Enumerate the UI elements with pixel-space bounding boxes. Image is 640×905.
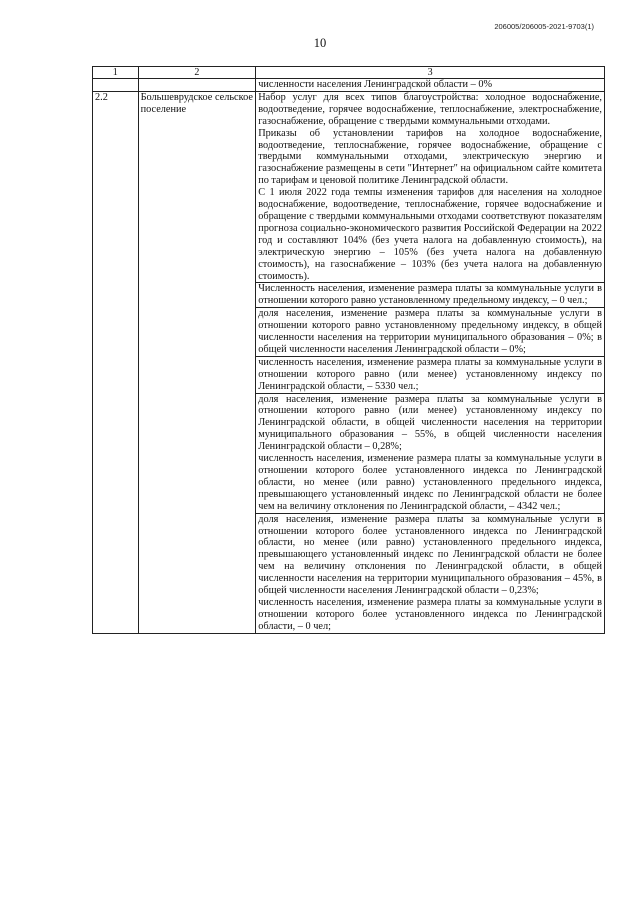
row-content [256, 91, 605, 633]
population-below-count: численность населения, изменение размера платы за коммунальные услуги в отношении которого равно (или менее) установленному индексу по Ленинградской области, – 5330 чел.; [258, 356, 602, 392]
settlement-name: Большеврудское сельское поселение [138, 91, 256, 633]
continuation-number-cell [93, 79, 139, 92]
table-header-row [93, 67, 605, 79]
row-number: 2.2 [93, 91, 139, 633]
population-equal-share: доля населения, изменение размера платы за коммунальные услуги в отношении которого равно установленному предельному индексу, в общей численности населения на территории муниципального образования – 0%; в общей численности населения Ленинградской области – 0%; [258, 308, 602, 355]
services-paragraph: Набор услуг для всех типов благоустройства: холодное водоснабжение, водоотведение, горячее водоснабжение, теплоснабжение, электроснабжение, газоснабжение, обращение с твердыми коммунальными отходами. [258, 91, 602, 127]
population-below-share: доля населения, изменение размера платы за коммунальные услуги в отношении которого равно (или менее) установленному индексу по Ленинградской области, в общей численности населения на территории муниципального образования – 55%, в общей численности населения Ленинградской области – 0,28%; [258, 393, 602, 453]
orders-paragraph: Приказы об установлении тарифов на холодное водоснабжение, водоотведение, теплоснабжение, горячее водоснабжение, обращение с твердыми коммунальными отходами, электрическую энергию и газоснабжение размещены в сети "Интернет" на официальном сайте комитета по тарифам и ценовой политике Ленинградской области. [258, 127, 602, 187]
column-header-3: 3 [256, 67, 605, 79]
table-row [93, 91, 605, 633]
tariff-rates-paragraph: С 1 июля 2022 года темпы изменения тарифов для населения на холодное водоснабжение, водоотведение, теплоснабжение, горячее водоснабжение и обращение с твердыми коммунальными отходами соответствуют показателям прогноза социально-экономического развития Российской Федерации на 2022 год и составляют 104% (без учета налога на добавленную стоимость), на электрическую энергию – 105% (без учета налога на добавленную стоимость), на газоснабжение – 103% (без учета налога на добавленную стоимость). [258, 187, 602, 282]
population-equal-count: Численность населения, изменение размера платы за коммунальные услуги в отношении которого равно установленному предельному индексу, – 0 чел.; [258, 283, 602, 307]
continuation-name-cell [138, 79, 256, 92]
population-above-count: численность населения, изменение размера платы за коммунальные услуги в отношении которого более установленного индекса по Ленинградской области, но менее (или равно) установленного предельного индекса, превышающего установленный индекс по Ленинградской области не более чем на величину отклонения по Ленинградской области, – 4342 чел.; [258, 453, 602, 512]
continuation-text: численности населения Ленинградской области – 0% [256, 79, 605, 92]
document-id: 206005/206005-2021-9703(1) [494, 22, 594, 31]
tariff-table [92, 66, 605, 634]
column-header-2: 2 [138, 67, 256, 79]
population-above-share: доля населения, изменение размера платы за коммунальные услуги в отношении которого более установленного индекса по Ленинградской области, но менее (или равно) установленного предельного индекса, превышающего установленный индекс по Ленинградской области не более чем на величину отклонения по Ленинградской области, в общей численности населения на территории муниципального образования – 45%, в общей численности населения Ленинградской области – 0,23%; [258, 513, 602, 597]
page-number: 10 [313, 36, 327, 50]
continuation-row [93, 79, 605, 92]
column-header-1: 1 [93, 67, 139, 79]
population-exceed-count: численность населения, изменение размера платы за коммунальные услуги в отношении которого более установленного индекса по Ленинградской области, – 0 чел; [258, 596, 602, 632]
